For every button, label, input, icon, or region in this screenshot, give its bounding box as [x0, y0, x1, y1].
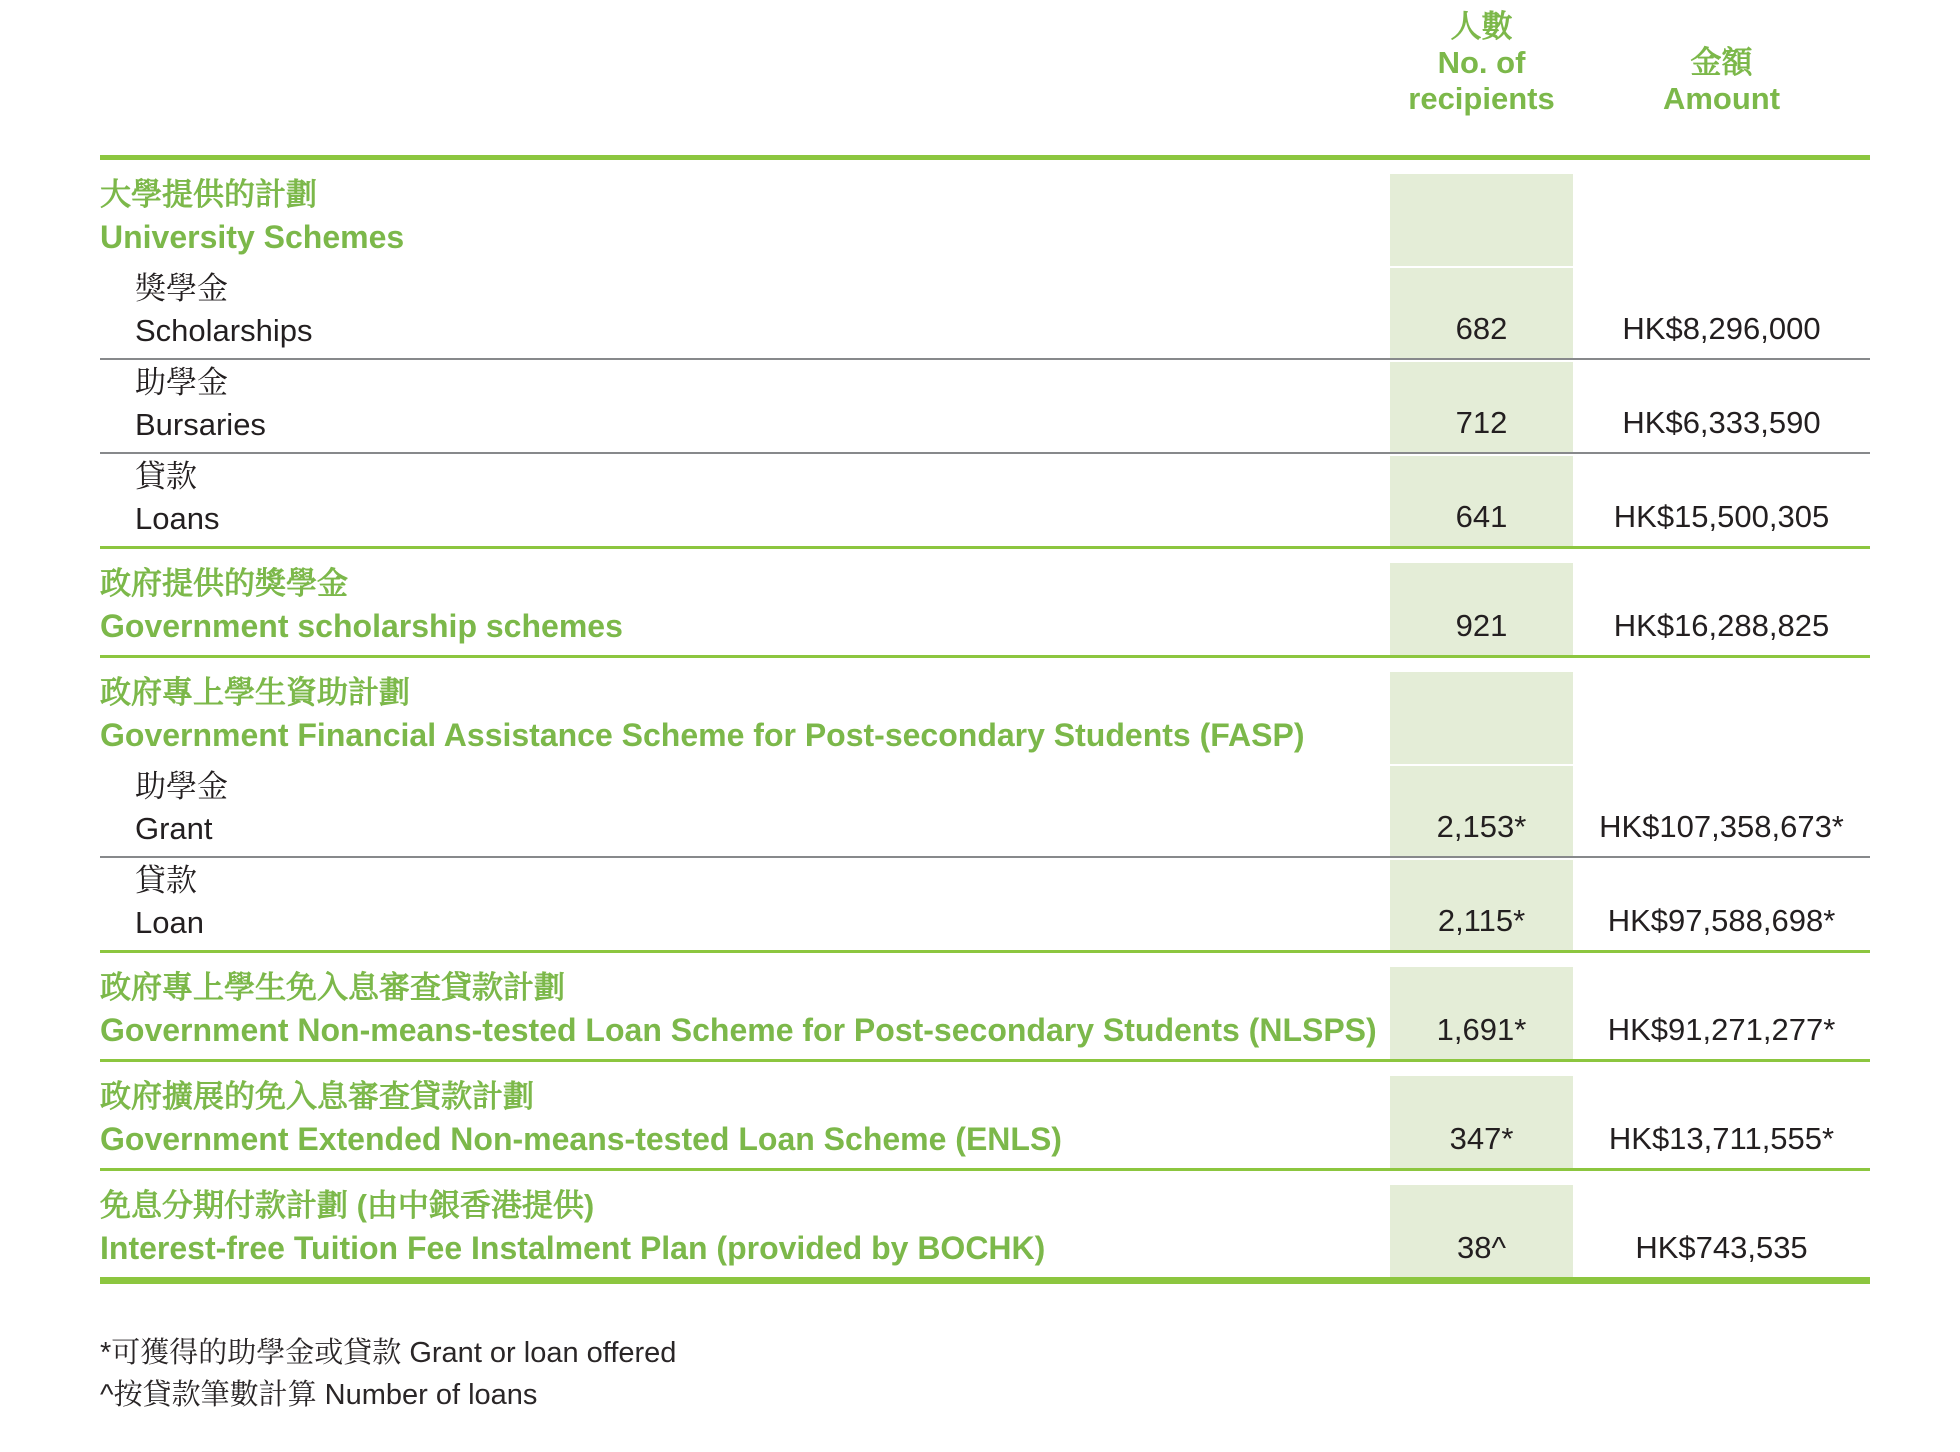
recipients-cell: [1390, 860, 1573, 950]
row-label: [100, 268, 1390, 358]
row-label: [100, 1076, 1390, 1168]
recipients-cell: [1390, 456, 1573, 546]
row-label-en: Scholarships: [135, 313, 313, 348]
recipients-value: 1,691*: [1436, 1012, 1527, 1047]
row-label-zh: 政府擴展的免入息審查貸款計劃: [100, 1079, 534, 1114]
table-row-government-scholarship-schemes: [100, 549, 1870, 658]
recipients-value: 38^: [1456, 1230, 1507, 1265]
row-label-en: Government Non-means-tested Loan Scheme for Post-secondary Students (NLSPS): [100, 1012, 1377, 1048]
col-header-recipients-en-line2: recipients: [1408, 81, 1555, 116]
row-label-zh: 貸款: [135, 459, 197, 494]
row-label-zh: 助學金: [135, 365, 228, 400]
recipients-value: 712: [1455, 405, 1508, 440]
amount-cell: [1573, 672, 1870, 764]
row-label-zh: 政府提供的獎學金: [100, 566, 348, 601]
recipients-cell: [1390, 563, 1573, 655]
amount-cell: [1573, 456, 1870, 546]
amount-cell: [1573, 563, 1870, 655]
amount-cell: [1573, 860, 1870, 950]
row-label-zh: 貸款: [135, 863, 197, 898]
table-row-scholarships: [100, 266, 1870, 360]
amount-cell: [1573, 174, 1870, 266]
amount-cell: [1573, 967, 1870, 1059]
amount-value: HK$107,358,673*: [1599, 809, 1844, 844]
footnote-number-of-loans: ^按貸款筆數計算 Number of loans: [100, 1379, 538, 1411]
row-label-en: Loans: [135, 501, 220, 536]
table-row-enls: [100, 1062, 1870, 1171]
recipients-cell: [1390, 672, 1573, 764]
row-label-zh: 免息分期付款計劃 (由中銀香港提供): [100, 1188, 595, 1223]
recipients-cell: [1390, 268, 1573, 358]
row-label: [100, 766, 1390, 856]
table-row-fasp-header: [100, 658, 1870, 764]
col-header-amount-en: Amount: [1662, 81, 1781, 116]
row-label-zh: 政府專上學生免入息審查貸款計劃: [100, 970, 565, 1005]
table-header-row: [100, 0, 1870, 160]
row-label: [100, 456, 1390, 546]
recipients-value: 641: [1455, 499, 1508, 534]
footnote-grant-or-loan-offered: *可獲得的助學金或貸款 Grant or loan offered: [100, 1337, 677, 1369]
amount-value: HK$13,711,555*: [1608, 1121, 1835, 1156]
row-label-en: Grant: [135, 811, 213, 846]
col-header-recipients-zh: 人數: [1450, 9, 1513, 44]
recipients-cell: [1390, 362, 1573, 452]
amount-cell: [1573, 268, 1870, 358]
row-label-en: Loan: [135, 905, 204, 940]
col-header-amount-zh: 金額: [1690, 45, 1753, 80]
row-label: [100, 967, 1390, 1059]
recipients-cell: [1390, 967, 1573, 1059]
table-row-fasp-loan: [100, 858, 1870, 953]
amount-value: HK$97,588,698*: [1607, 903, 1836, 938]
row-label-en: University Schemes: [100, 219, 405, 255]
amount-value: HK$743,535: [1635, 1230, 1808, 1265]
row-label-en: Government Extended Non-means-tested Loan Scheme (ENLS): [100, 1121, 1062, 1157]
table-row-university-schemes: [100, 160, 1870, 266]
recipients-value: 2,115*: [1437, 903, 1526, 938]
row-label: [100, 174, 1390, 266]
row-label-zh: 大學提供的計劃: [100, 177, 317, 212]
amount-value: HK$15,500,305: [1613, 499, 1830, 534]
schemes-table: [100, 0, 1870, 1284]
header-spacer: [100, 9, 1390, 155]
row-label-en: Interest-free Tuition Fee Instalment Plan (provided by BOCHK): [100, 1230, 1046, 1266]
row-label-zh: 政府專上學生資助計劃: [100, 675, 410, 710]
amount-cell: [1573, 1076, 1870, 1168]
col-header-amount: [1573, 9, 1870, 155]
recipients-value: 682: [1455, 311, 1508, 346]
row-label-en: Government scholarship schemes: [100, 608, 623, 644]
row-label: [100, 362, 1390, 452]
row-label: [100, 860, 1390, 950]
row-label: [100, 1185, 1390, 1277]
row-label: [100, 563, 1390, 655]
table-row-nlsps: [100, 953, 1870, 1062]
table-row-bochk-instalment-plan: [100, 1171, 1870, 1284]
amount-value: HK$6,333,590: [1622, 405, 1821, 440]
amount-cell: [1573, 362, 1870, 452]
footnotes: [100, 1332, 676, 1416]
recipients-cell: [1390, 1185, 1573, 1277]
recipients-cell: [1390, 766, 1573, 856]
recipients-cell: [1390, 174, 1573, 266]
amount-cell: [1573, 766, 1870, 856]
table-row-bursaries: [100, 360, 1870, 454]
col-header-recipients: [1390, 9, 1573, 155]
table-row-loans: [100, 454, 1870, 549]
row-label-en: Government Financial Assistance Scheme for Post-secondary Students (FASP): [100, 717, 1305, 753]
amount-value: HK$8,296,000: [1622, 311, 1821, 346]
row-label: [100, 672, 1390, 764]
amount-value: HK$91,271,277*: [1607, 1012, 1836, 1047]
recipients-cell: [1390, 1076, 1573, 1168]
row-label-zh: 獎學金: [135, 271, 228, 306]
row-label-en: Bursaries: [135, 407, 266, 442]
col-header-recipients-en-line1: No. of: [1437, 45, 1526, 80]
recipients-value: 2,153*: [1436, 809, 1527, 844]
amount-value: HK$16,288,825: [1613, 608, 1830, 643]
recipients-value: 921: [1455, 608, 1508, 643]
table-row-fasp-grant: [100, 764, 1870, 858]
row-label-zh: 助學金: [135, 769, 228, 804]
recipients-value: 347*: [1449, 1121, 1514, 1156]
amount-cell: [1573, 1185, 1870, 1277]
